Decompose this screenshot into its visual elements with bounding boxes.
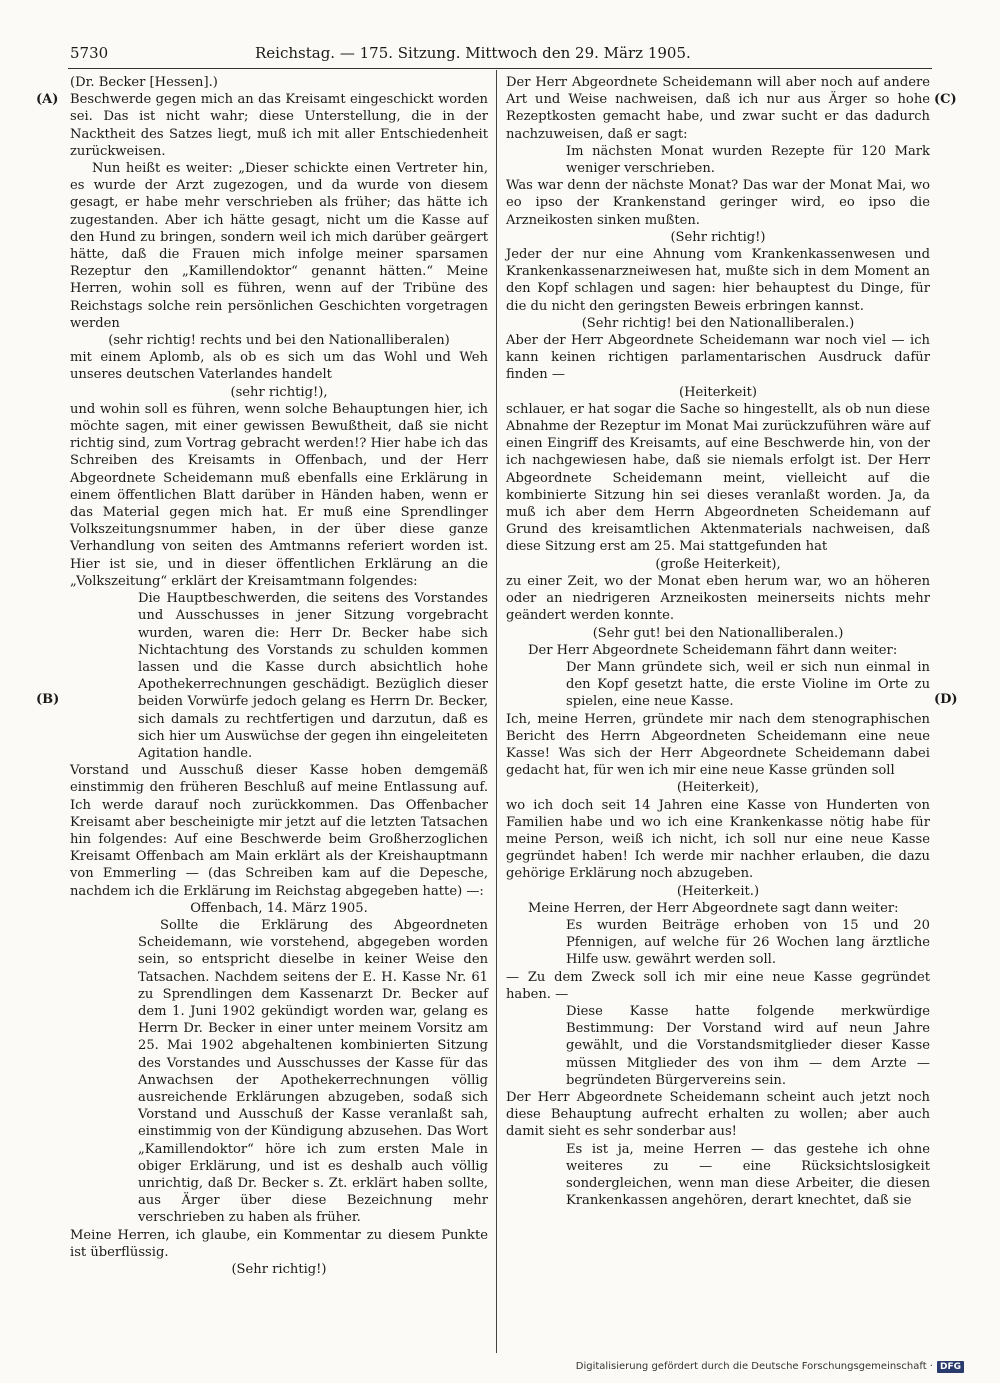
paragraph: (sehr richtig! rechts und bei den Nationalliberalen) <box>108 333 450 349</box>
paragraph: schlauer, er hat sogar die Sache so hingestellt, als ob nun diese Abnahme der Rezeptur im Monat Mai zurückzuführen wäre auf einen Eingriff des Kreisamts, auf eine Beschwerde hin, von der ich nachgewiesen habe, daß sie niemals erfolgt ist. Der Herr Abgeordnete Scheidemann meint, vielleicht auf die kombinierte Sitzung hin sei dieses veranlaßt worden. Ja, da muß ich aber dem Herrn Abgeordneten Scheidemann auf Grund des kreisamtlichen Aktenmaterials nachweisen, daß diese Sitzung erst am 25. Mai stattgefunden hat <box>506 401 930 555</box>
right-column <box>506 74 930 1209</box>
paragraph: Der Mann gründete sich, weil er sich nun einmal in den Kopf gesetzt hatte, die erste Violine im Orte zu spielen, eine neue Kasse. <box>566 659 930 710</box>
margin-marker-d: (D) <box>934 692 958 707</box>
paragraph: Meine Herren, der Herr Abgeordnete sagt dann weiter: <box>528 900 899 916</box>
paragraph: Beschwerde gegen mich an das Kreisamt eingeschickt worden sei. Das ist nicht wahr; diese Unterstellung, die in der Nacktheit des Satzes liegt, muß ich mit aller Entschiedenheit zurückweisen. <box>70 92 488 159</box>
paragraph: Der Herr Abgeordnete Scheidemann fährt dann weiter: <box>528 642 898 658</box>
column-divider <box>496 70 497 1353</box>
left-column <box>70 74 488 1278</box>
paragraph: und wohin soll es führen, wenn solche Behauptungen hier, ich möchte sagen, mit einer gewissen Bewußtheit, daß sie nicht richtig sind, zum Vortrag gebracht werden!? Hier habe ich das Schreiben des Kreisamts in Offenbach, und der Herr Abgeordnete Scheidemann muß ebenfalls eine Erklärung in einem öffentlichen Blatt darüber in Händen haben, wenn er das Material gegen mich hat. Er muß eine Sprendlinger Volkszeitungsnummer haben, in der über diese ganze Verhandlung von seiten des Amtmanns referiert worden ist. Hier ist sie, und in dieser öffentlichen Erklärung an die „Volkszeitung“ erklärt der Kreisamtmann folgendes: <box>70 401 488 589</box>
paragraph: zu einer Zeit, wo der Monat eben herum war, wo an höheren oder an niedrigeren Arzneikosten meinerseits nichts mehr geändert werden konnte. <box>506 573 930 624</box>
paragraph: (Heiterkeit), <box>676 780 760 796</box>
paragraph: (Dr. Becker [Hessen].) <box>70 75 218 90</box>
running-title: Reichstag. — 175. Sitzung. Mittwoch den 29. März 1905. <box>255 44 691 62</box>
paragraph: (Sehr richtig!) <box>231 1262 327 1278</box>
paragraph: Was war denn der nächste Monat? Das war der Monat Mai, wo eo ipso der Krankenstand geringer wird, eo ipso die Arzneikosten sinken mußten. <box>506 178 930 228</box>
footer-text: Digitalisierung gefördert durch die Deutsche Forschungsgemeinschaft · <box>575 1361 933 1372</box>
paragraph: (große Heiterkeit), <box>655 556 781 572</box>
paragraph: Der Herr Abgeordnete Scheidemann will aber noch auf andere Art und Weise nachweisen, daß ich nur aus Ärger so hohe Rezeptkosten gemacht habe, und zwar sucht er das dadurch nachzuweisen, daß er sagt: <box>506 75 930 142</box>
page-number: 5730 <box>70 44 109 62</box>
paragraph: Offenbach, 14. März 1905. <box>190 900 368 916</box>
footer-credit <box>576 1361 964 1373</box>
paragraph: Ich, meine Herren, gründete mir nach dem stenographischen Bericht des Herrn Abgeordneten Scheidemann eine neue Kasse! Was sich der Herr Abgeordnete Scheidemann dabei gedacht hat, für wen ich mir eine neue Kasse gründen soll <box>506 711 930 779</box>
paragraph: (Sehr richtig! bei den Nationalliberalen.) <box>581 315 855 331</box>
margin-marker-b: (B) <box>36 692 60 707</box>
paragraph: Es ist ja, meine Herren — das gestehe ich ohne weiteres zu — eine Rücksichtslosigkeit sondergleichen, wenn man diese Arbeiter, die diesen Krankenkassen angehören, derart knechtet, daß sie <box>566 1141 930 1209</box>
paragraph: — Zu dem Zweck soll ich mir eine neue Kasse gegründet haben. — <box>506 969 930 1002</box>
dfg-logo: DFG <box>937 1361 964 1373</box>
paragraph: Der Herr Abgeordnete Scheidemann scheint auch jetzt noch diese Behauptung aufrecht erhalten zu wollen; aber auch damit sieht es sehr sonderbar aus! <box>506 1089 930 1140</box>
paragraph: Vorstand und Ausschuß dieser Kasse hoben demgemäß einstimmig den früheren Beschluß auf meine Entlassung auf. Ich werde darauf noch zurückkommen. Das Offenbacher Kreisamt aber bescheinigte mir jetzt auf die letzten Tatsachen hin folgendes: Auf eine Beschwerde beim Großherzoglichen Kreisamt Offenbach am Main erklärt als der Kreishauptmann von Emmerling — (das Schreiben kam auf die Depesche, nachdem ich die Erklärung im Reichstag abgegeben hatte) —: <box>70 763 488 899</box>
header-rule <box>68 68 932 69</box>
paragraph: Nun heißt es weiter: „Dieser schickte einen Vertreter hin, es wurde der Arzt zugezogen, und da wurde von diesem gesagt, er habe mehr verschrieben als früher; das hätte ich zugestanden. Aber ich hätte gesagt, nicht um die Kasse auf den Hund zu bringen, sondern weil ich mich darüber geärgert hätte, daß die Frauen mich infolge meiner sparsamen Rezeptur den „Kamillendoktor“ genannt hätten.“ Meine Herren, wohin soll es führen, wenn auf der Tribüne des Reichstags solche rein persönlichen Geschichten vorgetragen werden <box>70 161 488 331</box>
paragraph: (Heiterkeit) <box>679 384 757 400</box>
margin-marker-c: (C) <box>934 92 957 107</box>
paragraph: wo ich doch seit 14 Jahren eine Kasse von Hunderten von Familien habe und wo ich eine Krankenkasse nötig habe für meine Person, weiß ich nicht, ich soll nur eine neue Kasse gegründet haben! Ich werde mir nachher erlauben, die dazu gehörige Erklärung noch abzugeben. <box>506 797 930 882</box>
paragraph: Sollte die Erklärung des Abgeordneten Scheidemann, wie vorstehend, abgegeben worden sein, so entspricht dieselbe in keiner Weise den Tatsachen. Nachdem seitens der E. H. Kasse Nr. 61 zu Sprendlingen dem Kassenarzt Dr. Becker auf dem 1. Juni 1902 gekündigt worden war, gelang es Herrn Dr. Becker in einer unter meinem Vorsitz am 25. Mai 1902 abgehaltenen kombinierten Sitzung des Vorstandes und Ausschusses der Kasse für das Anwachsen der Apothekerrechnungen völlig ausreichende Erklärungen abzugeben, sodaß sich Vorstand und Ausschuß der Kasse veranlaßt sah, einstimmig von der Kündigung abzusehen. Das Wort „Kamillendoktor“ höre ich zum ersten Male in obiger Erklärung, und ist es deshalb auch völlig unrichtig, daß Dr. Becker s. Zt. erklärt haben sollte, aus Ärger über diese Bezeichnung mehr verschrieben zu haben als früher. <box>138 917 488 1226</box>
paragraph: Es wurden Beiträge erhoben von 15 und 20 Pfennigen, auf welche für 26 Wochen lang ärztliche Hilfe usw. gewährt werden soll. <box>566 917 930 968</box>
paragraph: Im nächsten Monat wurden Rezepte für 120 Mark weniger verschrieben. <box>566 143 930 177</box>
paragraph: mit einem Aplomb, als ob es sich um das Wohl und Weh unseres deutschen Vaterlandes handelt <box>70 350 488 383</box>
margin-marker-a: (A) <box>36 92 59 107</box>
paragraph: Diese Kasse hatte folgende merkwürdige Bestimmung: Der Vorstand wird auf neun Jahre gewählt, und die Vorstandsmitglieder dieser Kasse müssen Mitglieder des von ihm — dem Arzte — begründeten Bürgervereins sein. <box>566 1003 930 1088</box>
paragraph: (Sehr richtig!) <box>670 229 766 245</box>
paragraph: (sehr richtig!), <box>230 384 328 400</box>
paragraph: (Sehr gut! bei den Nationalliberalen.) <box>592 625 844 641</box>
paragraph: Jeder der nur eine Ahnung vom Krankenkassenwesen und Krankenkassenarzneiwesen hat, mußte sich in dem Moment an den Kopf schlagen und sagen: hier behauptest du Dinge, für die du nicht den geringsten Beweis erbringen kannst. <box>506 247 930 314</box>
paragraph: Meine Herren, ich glaube, ein Kommentar zu diesem Punkte ist überflüssig. <box>70 1227 488 1260</box>
paragraph: Die Hauptbeschwerden, die seitens des Vorstandes und Ausschusses in jener Sitzung vorgebracht wurden, waren die: Herr Dr. Becker habe sich Nichtachtung des Vorstands zu schulden kommen lassen und die Kasse durch absichtlich hohe Apothekerrechnungen geschädigt. Bezüglich dieser beiden Vorwürfe jedoch gelang es Herrn Dr. Becker, sich damals zu rechtfertigen und darzutun, daß es sich hier um Auswüchse der gegen ihn eingeleiteten Agitation handle. <box>138 591 488 761</box>
paragraph: Aber der Herr Abgeordnete Scheidemann war noch viel — ich kann keinen richtigen parlamentarischen Ausdruck dafür finden — <box>506 333 930 383</box>
page-header <box>70 44 970 70</box>
paragraph: (Heiterkeit.) <box>676 883 760 899</box>
